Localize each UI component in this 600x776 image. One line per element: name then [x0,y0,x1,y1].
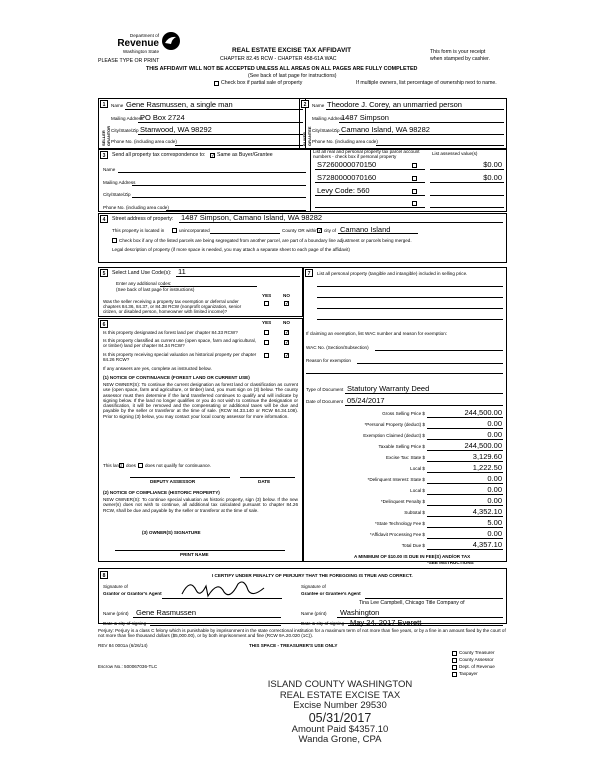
buyer-side-label: BUYER GRANTEE [302,126,312,146]
multiple-owners-note: If multiple owners, list percentage of ownership next to name. [356,80,497,86]
reason-label: Reason for exemption [306,358,351,363]
section-3-number: 3 [100,151,108,159]
seller-name-label: Name [111,103,124,108]
personal-property-label: List all personal property (tangible and intangible) included in selling price. [317,271,468,276]
grantor-sig-label1: Signature of [103,584,128,589]
tax-row-value[interactable]: 0.00 [487,496,502,505]
escrow-number: Escrow No.: 500067036-TLC [98,664,158,669]
tax-row-value[interactable]: 4,357.10 [472,540,502,549]
city-name[interactable]: Camano Island [340,225,391,234]
buyer-mail-label: Mailing Address [312,116,345,121]
county-label: County OR within [282,228,318,233]
stamp-line1: ISLAND COUNTY WASHINGTON [267,679,413,690]
notice-compliance-title: (2) NOTICE OF COMPLIANCE (HISTORIC PROPERTY) [103,490,220,495]
tax-row-label: Gross Selling Price $ [382,411,425,416]
seller-mail[interactable]: PO Box 2724 [140,113,185,122]
historic-yes-checkbox[interactable] [264,353,269,358]
same-as-buyer-checkbox[interactable]: ✓ [211,153,216,159]
tax-row-value[interactable]: 0.00 [487,529,502,538]
tax-row-value[interactable]: 1,222.50 [472,463,502,472]
warning: THIS AFFIDAVIT WILL NOT BE ACCEPTED UNLESS ALL AREAS ON ALL PAGES ARE FULLY COMPLETED [146,66,418,72]
located-label: This property is located in [112,228,165,233]
rev-number: REV 84 0001a (6/26/14) [98,643,148,648]
buyer-name-label: Name [312,103,325,108]
parcel-2-value[interactable]: $0.00 [483,173,502,182]
grantee-agent-name: Tina Lee Campbell, Chicago Title Company of [359,600,465,606]
parcel-2-personal-checkbox[interactable] [412,176,417,181]
see-back: (See back of last page for instructions) [248,73,337,79]
forest-no-checkbox[interactable]: ✓ [285,330,290,336]
no-header-5: NO [283,293,290,298]
dept-line2: Revenue [117,38,159,49]
tax-row-value[interactable]: 3,129.60 [472,452,502,461]
land-does-not-checkbox[interactable] [138,463,143,468]
form-subtitle: CHAPTER 82.45 RCW - CHAPTER 458-61A WAC [220,56,337,62]
copy-label: County Assessor [459,657,494,662]
exemption-yes-checkbox[interactable] [264,301,269,306]
buyer-mail[interactable]: 1487 Simpson [341,113,389,122]
tax-row-value[interactable]: 0.00 [487,419,502,428]
land-does-text: does [126,463,136,468]
copy-label: Dept. of Revenue [459,664,495,669]
tax-row-label: Excise Tax: State $ [386,455,425,460]
seller-name[interactable]: Gene Rasmussen, a single man [126,100,233,109]
forest-yes-checkbox[interactable] [264,330,269,335]
tax-row-label: Total Due $ [401,543,425,548]
section-7-number: 7 [305,269,313,277]
tax-row-value[interactable]: 244,500.00 [464,408,502,417]
grantee-name-label: Name (print) [301,611,327,616]
land-use-code[interactable]: 11 [178,267,186,276]
certify-statement: I CERTIFY UNDER PENALTY OF PERJURY THAT THE FOREGOING IS TRUE AND CORRECT. [212,573,413,578]
street-address[interactable]: 1487 Simpson, Camano Island, WA 98282 [181,213,323,222]
section-6-number: 6 [100,320,108,328]
parcel-4-personal-checkbox[interactable] [412,201,417,206]
stamp-line5: Amount Paid $4357.10 [291,723,389,735]
if-yes-note: If any answers are yes, complete as instructed below. [103,366,212,371]
current-use-yes-checkbox[interactable] [264,340,269,345]
additional-codes-label: Enter any additional codes: [116,281,172,286]
tax-row-label: Subtotal $ [404,510,425,515]
doc-date-label: Date of Document [306,399,344,404]
tax-row-label: Local $ [410,466,425,471]
grantor-name-label: Name (print) [103,611,129,616]
land-use-label: Select Land Use Code(s): [112,270,172,276]
sec3-phone-label: Phone No. (including area code) [103,205,169,210]
tax-row-value[interactable]: 244,500.00 [464,441,502,450]
yes-header-6: YES [262,320,272,325]
exemption-no-checkbox[interactable]: ✓ [285,301,290,307]
land-does-checkbox[interactable] [119,463,124,468]
tax-row-label: *Affidavit Processing Fee $ [369,532,425,537]
notice-compliance-text: NEW OWNER(S): To continue special valuation as historic property, sign (3) below. If the new owner(s) does not wish to continue, all additional tax calculated pursuant to chapter 84.26 RCW, shall be due and payable by the seller or transferor at the time of sale. [103,497,298,513]
sec3-city-label: City/State/Zip [103,192,131,197]
seller-city[interactable]: Stanwood, WA 98292 [140,125,212,134]
perjury-notice: Perjury: Perjury is a class C felony which is punishable by imprisonment in the state correctional institution for a maximum term of not more than five years, or by a fine in an amount fixed by the court of not more than five thousand dollars ($5,000.00), or by both imprisonment and fine (RCW 9A.20.020 (1C)). [98,628,506,639]
historic-question: Is this property receiving special valuation as historical property per chapter 84.26 RCW? [103,352,257,362]
send-correspondence-label: Send all property tax correspondence to: [112,152,206,158]
doc-date[interactable]: 05/24/2017 [347,396,385,405]
tax-row-label: *State Technology Fee $ [375,521,425,526]
partial-sale-label: Check box if partial sale of property [221,80,303,86]
section-5-number: 5 [100,269,108,277]
buyer-city-label: City/State/Zip [312,128,340,133]
boundary-checkbox[interactable] [112,238,117,243]
tax-row-value[interactable]: 0.00 [487,474,502,483]
receipt-note1: This form is your receipt [430,49,486,55]
exemption-question: Was the seller receiving a property tax exemption or deferral under chapters 84.36, 84.37, or 84.38 RCW (nonprofit organization, senior citizen, or disabled person, homeowner with limited income)? [103,299,242,314]
wac-label: WAC No. (Section/Subsection) [306,345,369,350]
see-back-codes: (See back of last page for instructions) [116,287,195,292]
buyer-phone-label: Phone No. (including area code) [312,139,378,144]
dept-line3: Washington State [122,49,159,54]
tax-row-value[interactable]: 4,352.10 [472,507,502,516]
recording-stamp [230,680,450,746]
see-instructions: *SEE INSTRUCTIONS [427,560,474,565]
current-use-no-checkbox[interactable]: ✓ [285,340,290,346]
seller-mail-label: Mailing Address [111,116,144,121]
sec3-name-label: Name [103,167,116,172]
grantee-sig-label1: Signature of [301,584,326,589]
owner-signature-label: (3) OWNER(S) SIGNATURE [142,530,201,535]
grantee-date-label: Date & city of signing [301,621,345,626]
unincorporated-label: unincorporated [179,228,210,233]
tax-row-value[interactable]: 0.00 [487,485,502,494]
land-does-not-text: does not qualify for continuance. [145,463,212,468]
seller-city-label: City/State/Zip [111,128,139,133]
dor-logo-icon [160,30,182,52]
grantee-date-city[interactable]: May 24, 2017 Everett [350,618,422,627]
tax-row-label: *Delinquent Interest: State $ [367,477,425,482]
form-title: REAL ESTATE EXCISE TAX AFFIDAVIT [232,47,352,54]
stamp-line6: Wanda Grone, CPA [298,734,382,745]
stamp-line3: Excise Number 29530 [293,700,387,711]
tax-row-label: *Delinquent Penalty $ [380,499,425,504]
dept-line1: Department of [129,33,159,38]
treasurer-use-label: THIS SPACE - TREASURER'S USE ONLY [249,643,338,648]
no-header-6: NO [283,320,290,325]
tax-row-label: Local $ [410,488,425,493]
legal-description-label: Legal description of property (if more space is needed, you may attach a separate sheet to each page of the affidavit) [112,247,350,252]
copy-checkbox[interactable] [452,665,457,670]
tax-row-label: Taxable Selling Price $ [378,444,425,449]
buyer-name[interactable]: Theodore J. Corey, an unmarried person [327,100,462,109]
forest-question: Is this property designated as forest land per chapter 84.33 RCW? [103,330,238,335]
grantee-sig-label2: Grantee or Grantee's Agent [301,591,361,596]
copy-checkbox[interactable] [452,651,457,656]
yes-header-5: YES [262,293,272,298]
parcel-2[interactable]: S7280000070160 [317,173,377,182]
copy-label: County Treasurer [459,650,495,655]
tax-row-value[interactable]: 5.00 [487,518,502,527]
copy-checkbox[interactable] [452,658,457,663]
grantor-sig-label2: Grantor or Grantor's Agent [103,591,162,596]
receipt-note2: when stamped by cashier. [430,56,490,62]
minimum-note: A MINIMUM OF $10.00 IS DUE IN FEE(S) AND/OR TAX [354,554,471,559]
section-1-number: 1 [100,100,108,108]
grantor-print-name[interactable]: Gene Rasmussen [136,608,197,617]
partial-sale-checkbox[interactable] [214,81,219,86]
stamp-line4: 05/31/2017 [308,710,372,725]
tax-row-label: *Personal Property (deduct) $ [364,422,425,427]
current-use-question: Is this property classified as current use (open space, farm and agricultural, or timber) land per chapter 84.34 RCW? [103,338,256,348]
grantee-print-name[interactable]: Washington [340,608,380,617]
copy-label: Taxpayer [459,671,478,676]
sec3-mail-label: Mailing Address [103,180,136,185]
stamp-line2: REAL ESTATE EXCISE TAX [279,689,401,701]
same-as-buyer-label: Same as Buyer/Grantee [217,152,273,158]
notice-continuance-text: NEW OWNER(S): To continue the current designation as forest land or classification as current use (open space, farm and agriculture, or timber) land, you must sign on (3) below. The county assessor must then determine if the land transferred continues to qualify and will indicate by signing below. If the land no longer qualifies or you do not wish to continue the designation or classification, it will be removed and the compensating or additional taxes will be due and payable by the seller or transferor at the time of sale. (RCW 84.33.140 or RCW 84.34.108). Prior to signing (3) below, you may contact your local county assessor for more information. [103,382,298,419]
parcel-1-personal-checkbox[interactable] [412,163,417,168]
print-name-label: PRINT NAME [180,552,209,557]
parcel-1[interactable]: S7260000070150 [317,160,377,169]
section-2-number: 2 [301,100,309,108]
please-type: PLEASE TYPE OR PRINT [98,58,160,64]
unincorporated-checkbox[interactable] [172,228,177,233]
parcel-3-personal-checkbox[interactable] [412,189,417,194]
tax-row-label: Exemption Claimed (deduct) $ [363,433,425,438]
exemption-claim-label: If claiming an exemption, list WAC number and reason for exemption: [306,331,448,336]
buyer-city[interactable]: Camano Island, WA 98282 [341,125,430,134]
historic-no-checkbox[interactable]: ✓ [285,353,290,359]
assessor-date-label: DATE [258,479,271,484]
copy-checkbox[interactable] [452,672,457,677]
levy-code[interactable]: Levy Code: 560 [317,186,370,195]
notice-continuance-title: (1) NOTICE OF CONTINUANCE (FOREST LAND OR CURRENT USE) [103,375,250,380]
land-does-label: This land [103,463,122,468]
section-8-number: 8 [100,571,108,579]
assessed-header: List assessed value(s) [432,151,478,156]
seller-side-label: SELLER GRANTOR [101,125,111,146]
tax-row-value[interactable]: 0.00 [487,430,502,439]
street-address-label: Street address of property: [112,216,174,222]
boundary-note: Check box if any of the listed parcels are being segregated from another parcel, are part of a boundary line adjustment or parcels being merged. [119,238,412,243]
parcel-1-value[interactable]: $0.00 [483,160,502,169]
deputy-assessor-label: DEPUTY ASSESSOR [150,479,196,484]
doc-type[interactable]: Statutory Warranty Deed [347,384,430,393]
city-of-checkbox[interactable]: ✓ [318,228,323,234]
doc-type-label: Type of Document [306,387,344,392]
seller-phone-label: Phone No. (including area code) [111,139,177,144]
section-4-number: 4 [100,215,108,223]
grantor-date-label: Date & city of signing [103,621,147,626]
parcel-header: List all real and personal property tax parcel account numbers - check box if personal property [313,149,420,159]
city-of-label: city of [324,228,336,233]
